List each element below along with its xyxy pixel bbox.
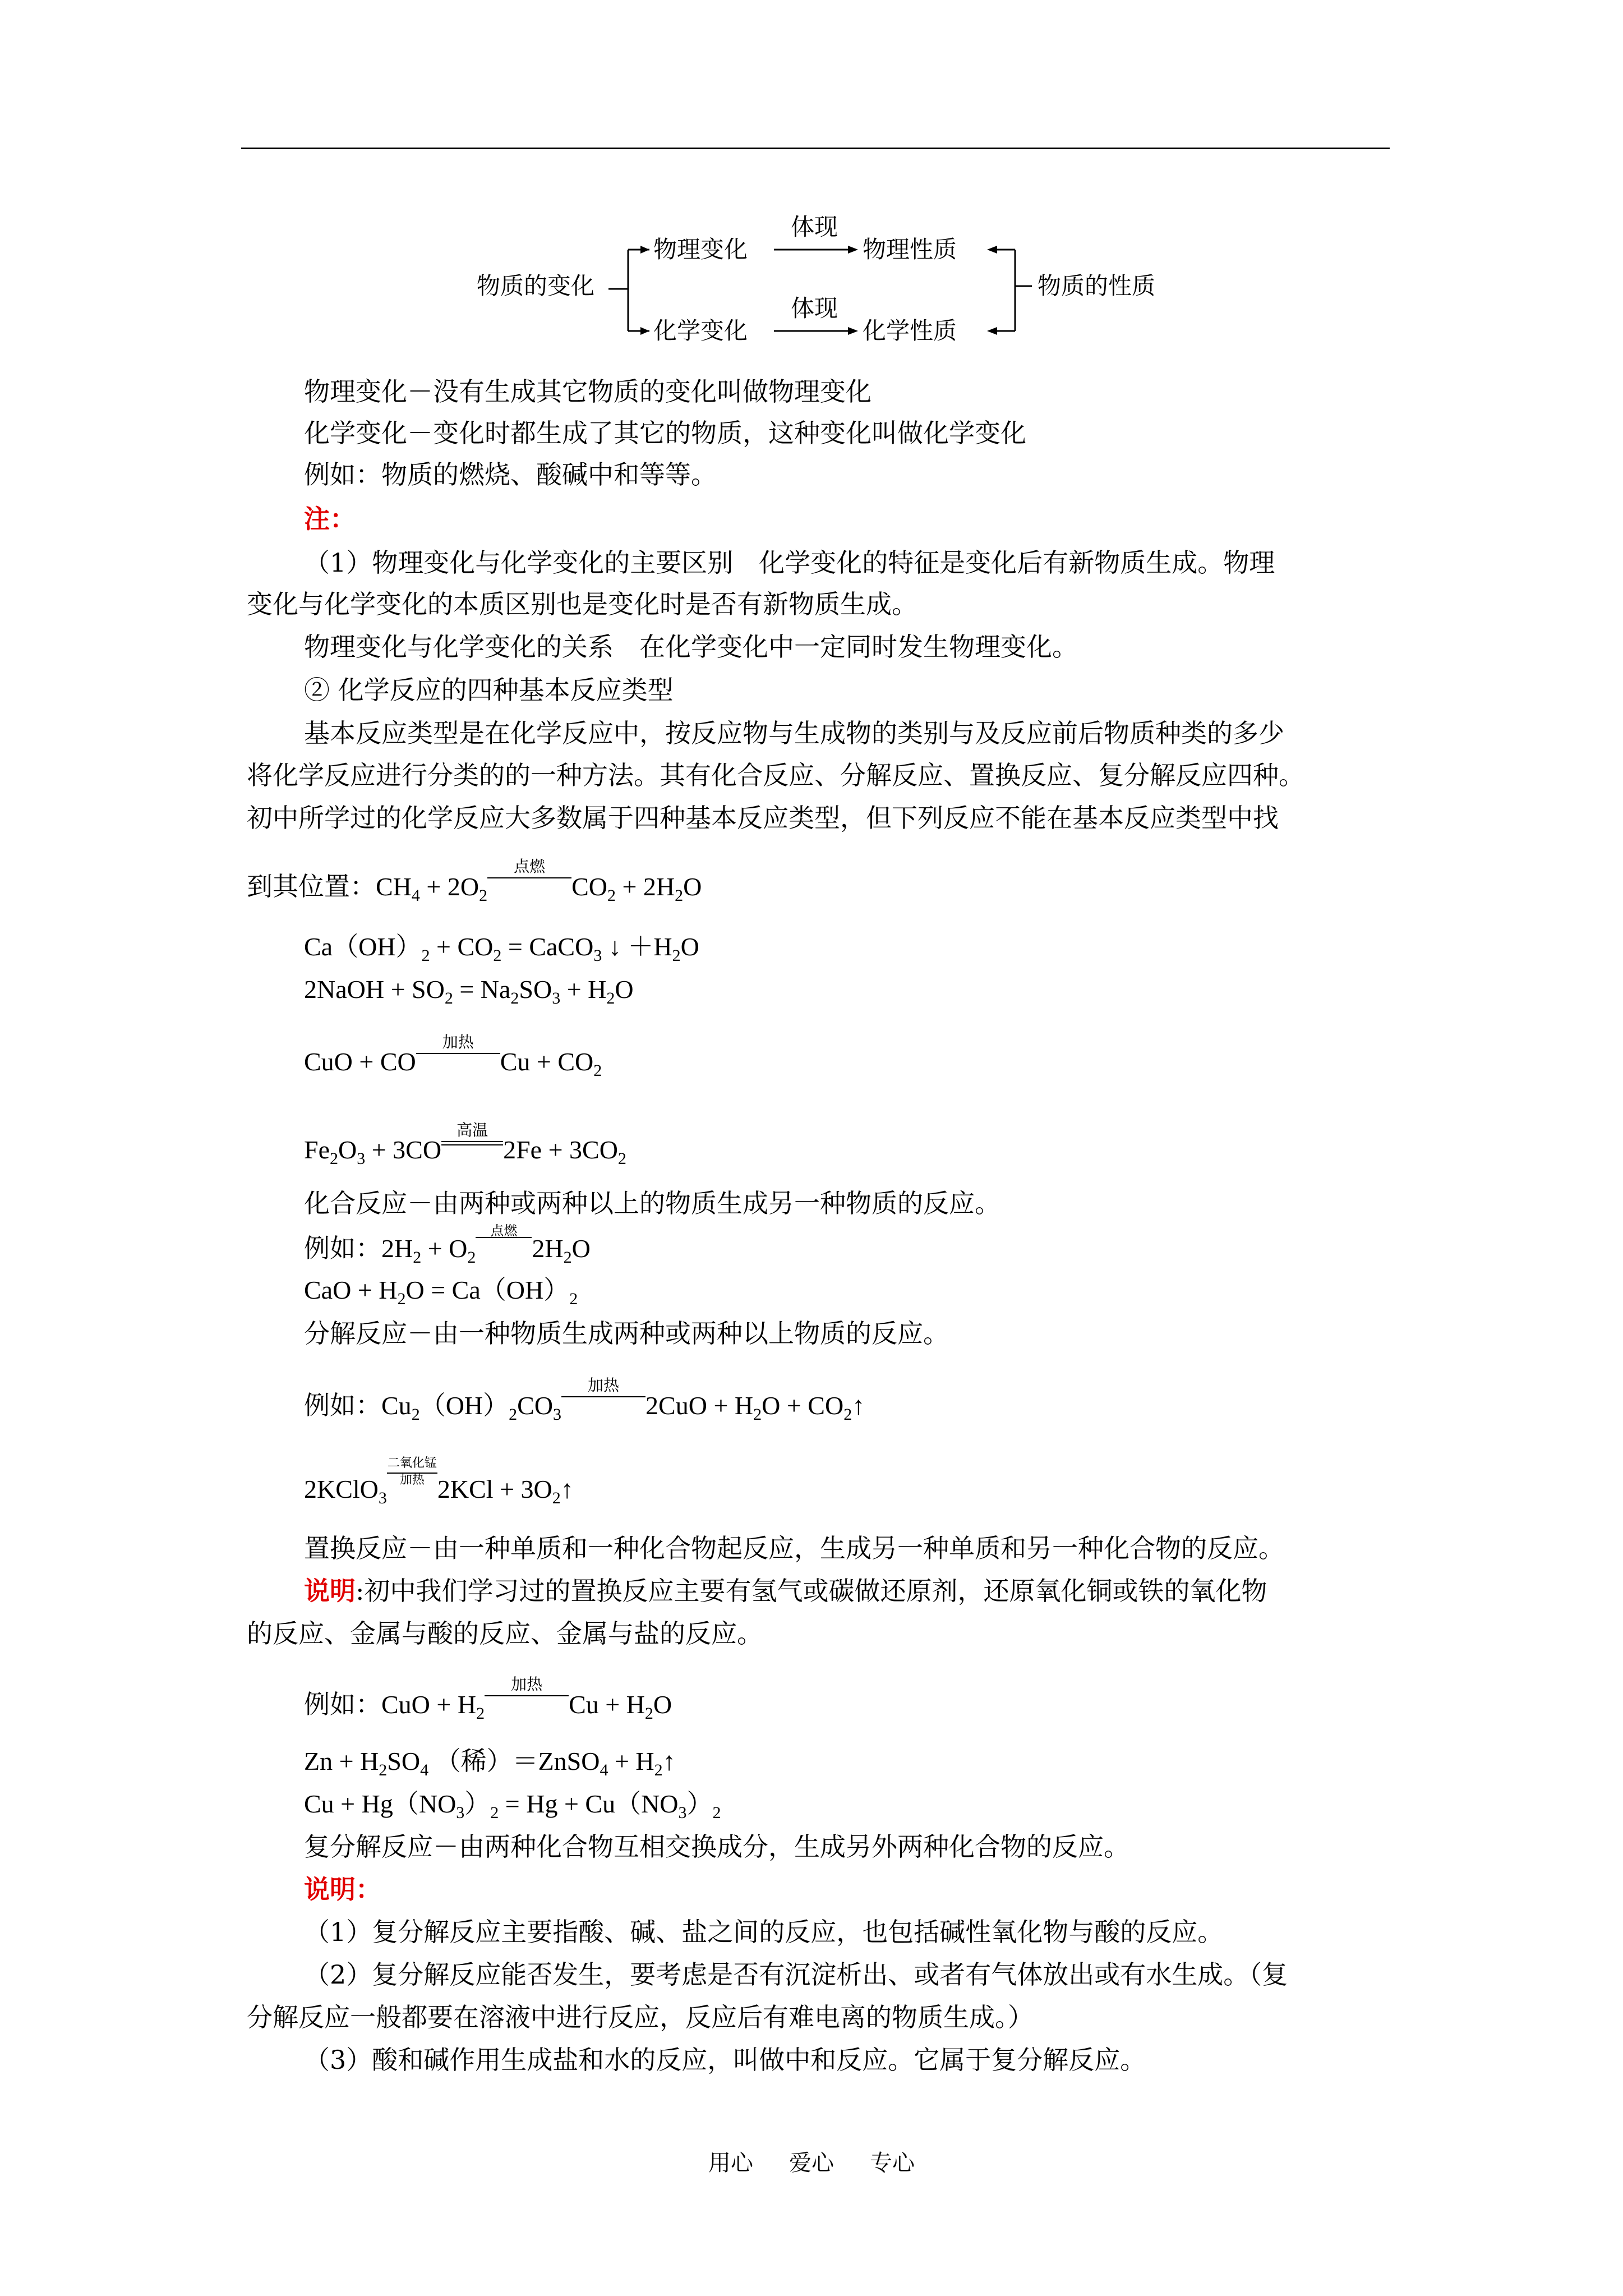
text-line: （3）酸和碱作用生成盐和水的反应，叫做中和反应。它属于复分解反应。 <box>304 2045 1146 2075</box>
footer-item: 爱心 <box>789 2150 834 2176</box>
explain-heading: 说明： <box>304 1874 381 1904</box>
condition-arrow: 加热 <box>416 1045 500 1079</box>
footer-item: 用心 <box>708 2150 753 2176</box>
condition-arrow: 二氧化锰 加热 <box>387 1456 437 1487</box>
equation-caoh2-co2: $Ca(OH)_2 + CO_2$ = CaCO$_3$ ↓ $+H_2O$ <box>304 932 699 965</box>
displacement-definition: 置换反应－由一种单质和一种化合物起反应，生成另一种单质和另一种化合物的反应。 <box>304 1533 1284 1563</box>
equation-cao-h2o: CaO + $H_2O = Ca(OH)_2$ <box>304 1276 578 1308</box>
footer-item: 专心 <box>870 2150 915 2176</box>
text-line: 将化学反应进行分类的的一种方法。其有化合反应、分解反应、置换反应、复分解反应四种。 <box>247 760 1304 790</box>
concept-diagram <box>460 208 1189 359</box>
condition-arrow: 加热 <box>485 1687 569 1721</box>
note-heading: 注： <box>304 504 356 534</box>
equation-cuo-h2: 例如：CuO + $H_2$ 加热 $Cu + H_2O$ <box>304 1675 672 1723</box>
header-rule <box>241 148 1390 149</box>
condition-arrow: 点燃 <box>476 1231 532 1265</box>
condition-arrow: 加热 <box>561 1388 645 1422</box>
combination-definition: 化合反应－由两种或两种以上的物质生成另一种物质的反应。 <box>304 1188 1000 1218</box>
text-line: （2）复分解反应能否发生，要考虑是否有沉淀析出、或者有气体放出或有水生成。（复 <box>304 1959 1288 1990</box>
equation-naoh-so2: 2NaOH + $SO_2 = Na_2SO_3 + H_2O$ <box>304 975 634 1007</box>
text-line: 初中所学过的化学反应大多数属于四种基本反应类型，但下列反应不能在基本反应类型中找 <box>247 803 1279 833</box>
text-line: ② 化学反应的四种基本反应类型 <box>304 675 674 705</box>
diagram-bottom-arrow-label: 体现 <box>791 295 838 322</box>
diagram-physical-change: 物理变化 <box>653 236 748 263</box>
text-line: 分解反应一般都要在溶液中进行反应，反应后有难电离的物质生成。） <box>247 2002 1034 2032</box>
text-line: 基本反应类型是在化学反应中，按反应物与生成物的类别与及反应前后物质种类的多少 <box>304 718 1284 748</box>
diagram-chemical-property: 化学性质 <box>863 317 957 344</box>
text-line: 例如：物质的燃烧、酸碱中和等等。 <box>304 459 717 490</box>
text-line: （1）复分解反应主要指酸、碱、盐之间的反应，也包括碱性氧化物与酸的反应。 <box>304 1917 1224 1947</box>
text-line: 物理变化－没有生成其它物质的变化叫做物理变化 <box>304 376 872 407</box>
equation-fe2o3-co: $Fe_2O_3 + 3CO$ 高温 $2Fe + 3CO_2$ <box>304 1121 626 1168</box>
condition-arrow: 点燃 <box>487 869 571 903</box>
double-definition: 复分解反应－由两种化合物互相交换成分，生成另外两种化合物的反应。 <box>304 1832 1129 1862</box>
equation-cu-hgno3: $Cu + Hg(NO_3)_2 = Hg + Cu(NO_3)_2$ <box>304 1789 721 1822</box>
decomposition-definition: 分解反应－由一种物质生成两种或两种以上物质的反应。 <box>304 1318 949 1349</box>
equation-cuo-co: CuO + CO 加热 $Cu + CO_2$ <box>304 1033 602 1080</box>
diagram-property: 物质的性质 <box>1038 272 1156 300</box>
text-line: 化学变化－变化时都生成了其它的物质，这种变化叫做化学变化 <box>304 418 1026 448</box>
text-line: （1）物理变化与化学变化的主要区别 化学变化的特征是变化后有新物质生成。物理 <box>304 547 1275 578</box>
page-footer <box>0 2145 1623 2177</box>
text-line: 的反应、金属与酸的反应、金属与盐的反应。 <box>247 1618 763 1649</box>
equation-zn-h2so4: $Zn + H_2SO_4$ （稀）＝ZnSO$_4$ + $H_2↑$ <box>304 1747 676 1779</box>
equation-h2-o2: 例如：$2H_2 + O_2$ 点燃 $2H_2O$ <box>304 1223 591 1267</box>
diagram-change: 物质的变化 <box>477 272 595 300</box>
text-line: 变化与化学变化的本质区别也是变化时是否有新物质生成。 <box>247 589 917 619</box>
equation-kclo3: 2KClO$_3$ 二氧化锰 加热 $2KCl + 3O_2↑$ <box>304 1456 574 1507</box>
diagram-chemical-change: 化学变化 <box>653 317 748 344</box>
diagram-physical-property: 物理性质 <box>863 236 957 263</box>
condition-arrow: 高温 <box>441 1133 503 1167</box>
diagram-top-arrow-label: 体现 <box>791 213 838 241</box>
equation-cu2oh2co3: 例如：$Cu_2(OH)_2CO_3$ 加热 $2CuO + H_2O$ + $CO_2↑$ <box>304 1376 865 1424</box>
equation-ch4: 到其位置：$CH_4 + 2O_2$ 点燃 $CO_2 + 2H_2O$ <box>247 857 702 905</box>
explain-line: 说明:初中我们学习过的置换反应主要有氢气或碳做还原剂，还原氧化铜或铁的氧化物 <box>304 1576 1267 1606</box>
text-line: 物理变化与化学变化的关系 在化学变化中一定同时发生物理变化。 <box>304 632 1078 662</box>
